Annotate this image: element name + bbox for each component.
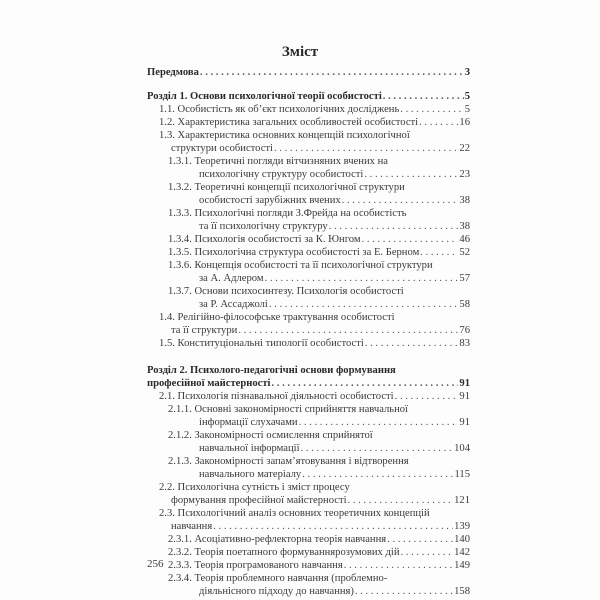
dot-leader: [302, 468, 453, 481]
dot-leader: [383, 90, 464, 103]
toc-entry-text: 1.3.7. Основи психосинтезу. Психологія особистості: [168, 286, 404, 297]
toc-page-number: 22: [459, 143, 470, 154]
dot-leader: [419, 116, 458, 129]
toc-entry-text: 1.3.3. Психологічні погляди З.Фрейда на особистість: [168, 208, 407, 219]
dot-leader: [342, 194, 459, 207]
toc-entry-text: 1.3.1. Теоретичні погляди вітчизняних вчених на: [168, 156, 388, 167]
toc-entry[interactable]: [147, 207, 470, 233]
toc-page-number: 23: [459, 169, 470, 180]
toc-page-number: 115: [454, 469, 470, 480]
toc-page-number: 57: [459, 273, 470, 284]
toc-entry[interactable]: [147, 90, 470, 103]
dot-leader: [269, 298, 459, 311]
toc-entry-text: Розділ 2. Психолого-педагогічні основи формування: [147, 365, 396, 376]
toc-page-number: 58: [459, 299, 470, 310]
toc-entry-text: 1.3. Характеристика основних концепцій психологічної: [159, 130, 410, 141]
toc-entry-text: 1.2. Характеристика загальних особливостей особистості: [159, 117, 419, 128]
toc-entry-text: 1.3.6. Концепція особистості та її психологічної структури: [168, 260, 433, 271]
dot-leader: [362, 233, 459, 246]
toc-entry-text: та її психологічну структуру: [199, 221, 328, 232]
toc-page-number: 38: [459, 195, 470, 206]
toc-page-number: 16: [459, 117, 470, 128]
toc-entry[interactable]: [147, 481, 470, 507]
dot-leader: [348, 494, 454, 507]
toc-entry-text: навчання: [171, 521, 213, 532]
toc-entry[interactable]: [147, 533, 470, 546]
toc-entry[interactable]: [147, 311, 470, 337]
toc-entry-text: діяльнісного підходу до навчання): [199, 586, 354, 597]
toc-entry[interactable]: [147, 233, 470, 246]
toc-page-number: 83: [459, 338, 470, 349]
toc-entry[interactable]: [147, 103, 470, 116]
toc-entry-text: 1.4. Релігійно-філософське трактування особистості: [159, 312, 395, 323]
toc-entry-text: професійної майстерності: [147, 378, 271, 389]
toc-entry-text: особистості зарубіжних вчених: [199, 195, 341, 206]
dot-leader: [365, 337, 459, 350]
toc-entry-text: та її структури: [171, 325, 238, 336]
toc-entry-text: навчальної інформації: [199, 443, 300, 454]
dot-leader: [301, 442, 454, 455]
dot-leader: [265, 272, 459, 285]
toc-page-number: 5: [464, 104, 470, 115]
dot-leader: [299, 416, 459, 429]
toc-entry-text: Передмова: [147, 67, 199, 78]
toc-page-number: 38: [459, 221, 470, 232]
dot-leader: [329, 220, 459, 233]
dot-leader: [344, 559, 453, 572]
dot-leader: [272, 377, 459, 390]
toc-entry[interactable]: [147, 559, 470, 572]
toc-entry[interactable]: [147, 116, 470, 129]
toc-page-number: 121: [454, 495, 470, 506]
dot-leader: [420, 246, 458, 259]
toc-entry[interactable]: [147, 181, 470, 207]
toc-entry-text: формування професійної майстерності: [171, 495, 347, 506]
toc-entry-text: 2.1. Психологія пізнавальної діяльності особистості: [159, 391, 394, 402]
toc-entry[interactable]: [147, 66, 470, 79]
toc-entry-text: структури особистості: [171, 143, 273, 154]
toc-entry-text: 2.3.3. Теорія програмованого навчання: [168, 560, 343, 571]
toc-entry-text: 1.1. Особистість як об’єкт психологічних досліджень: [159, 104, 400, 115]
toc-entry[interactable]: [147, 546, 470, 559]
toc-entry-text: Розділ 1. Основи психологічної теорії особистості: [147, 91, 382, 102]
dot-leader: [274, 142, 458, 155]
toc-entry[interactable]: [147, 455, 470, 481]
toc-page-number: 91: [459, 378, 470, 389]
toc-entry[interactable]: [147, 572, 470, 598]
toc-entry-text: 1.3.2. Теоретичні концепції психологічної структури: [168, 182, 405, 193]
toc-page-number: 104: [454, 443, 470, 454]
toc-entry[interactable]: [147, 259, 470, 285]
toc-entry[interactable]: [147, 285, 470, 311]
toc-entry-text: 2.3. Психологічний аналіз основних теоретичних концепцій: [159, 508, 430, 519]
toc-page-number: 139: [454, 521, 470, 532]
toc-entry[interactable]: [147, 337, 470, 350]
dot-leader: [387, 533, 453, 546]
toc-entry[interactable]: [147, 129, 470, 155]
toc-entry-text: 2.2. Психологічна сутність і зміст процесу: [159, 482, 350, 493]
toc-page-number: 142: [454, 547, 470, 558]
toc-page-number: 3: [464, 67, 470, 78]
toc-entry-text: 2.3.4. Теорія проблемного навчання (проблемно-: [168, 573, 388, 584]
toc-page-number: 52: [459, 247, 470, 258]
toc-page-number: 46: [459, 234, 470, 245]
dot-leader: [400, 103, 463, 116]
toc-entry[interactable]: [147, 364, 470, 390]
toc-entry-text: за Р. Ассаджолі: [199, 299, 268, 310]
toc-entry-text: 2.3.1. Асоціативно-рефлекторна теорія навчання: [168, 534, 387, 545]
toc-entry-text: 1.3.5. Психологічна структура особистості за Е. Берном: [168, 247, 420, 258]
toc-entry-text: 2.1.1. Основні закономірності сприйняття навчальної: [168, 404, 409, 415]
toc-entry-text: 2.1.3. Закономірності запам’ятовування і відтворення: [168, 456, 409, 467]
toc-entry-text: психологічну структуру особистості: [199, 169, 364, 180]
toc-entry-text: інформації слухачами: [199, 417, 298, 428]
toc-entry-text: 2.3.2. Теорія поетапного формуваннярозумових дій: [168, 547, 400, 558]
toc-entry-text: 1.3.4. Психологія особистості за К. Юнгом: [168, 234, 361, 245]
toc-page-number: 91: [459, 417, 470, 428]
toc-entry-text: 1.5. Конституціональні типології особистості: [159, 338, 364, 349]
toc-page-number: 140: [454, 534, 470, 545]
dot-leader: [395, 390, 459, 403]
toc-entry[interactable]: [147, 403, 470, 429]
toc-entry[interactable]: [147, 429, 470, 455]
toc-entry[interactable]: [147, 390, 470, 403]
toc-page-number: 91: [459, 391, 470, 402]
dot-leader: [401, 546, 454, 559]
toc-entry[interactable]: [147, 246, 470, 259]
dot-leader: [364, 168, 458, 181]
dot-leader: [200, 66, 464, 79]
dot-leader: [213, 520, 453, 533]
toc-entry[interactable]: [147, 507, 470, 533]
toc-page-number: 5: [464, 91, 470, 102]
page-number: 256: [147, 558, 164, 570]
toc-entry[interactable]: [147, 155, 470, 181]
toc-entry-text: за А. Адлером: [199, 273, 264, 284]
toc-page-number: 76: [459, 325, 470, 336]
toc-entry-text: навчального матеріалу: [199, 469, 302, 480]
page-title: Зміст: [281, 44, 319, 60]
toc-entry-text: 2.1.2. Закономірності осмислення сприйнятої: [168, 430, 373, 441]
toc-page-number: 158: [454, 586, 470, 597]
dot-leader: [238, 324, 458, 337]
toc-page-number: 149: [454, 560, 470, 571]
dot-leader: [355, 585, 453, 598]
